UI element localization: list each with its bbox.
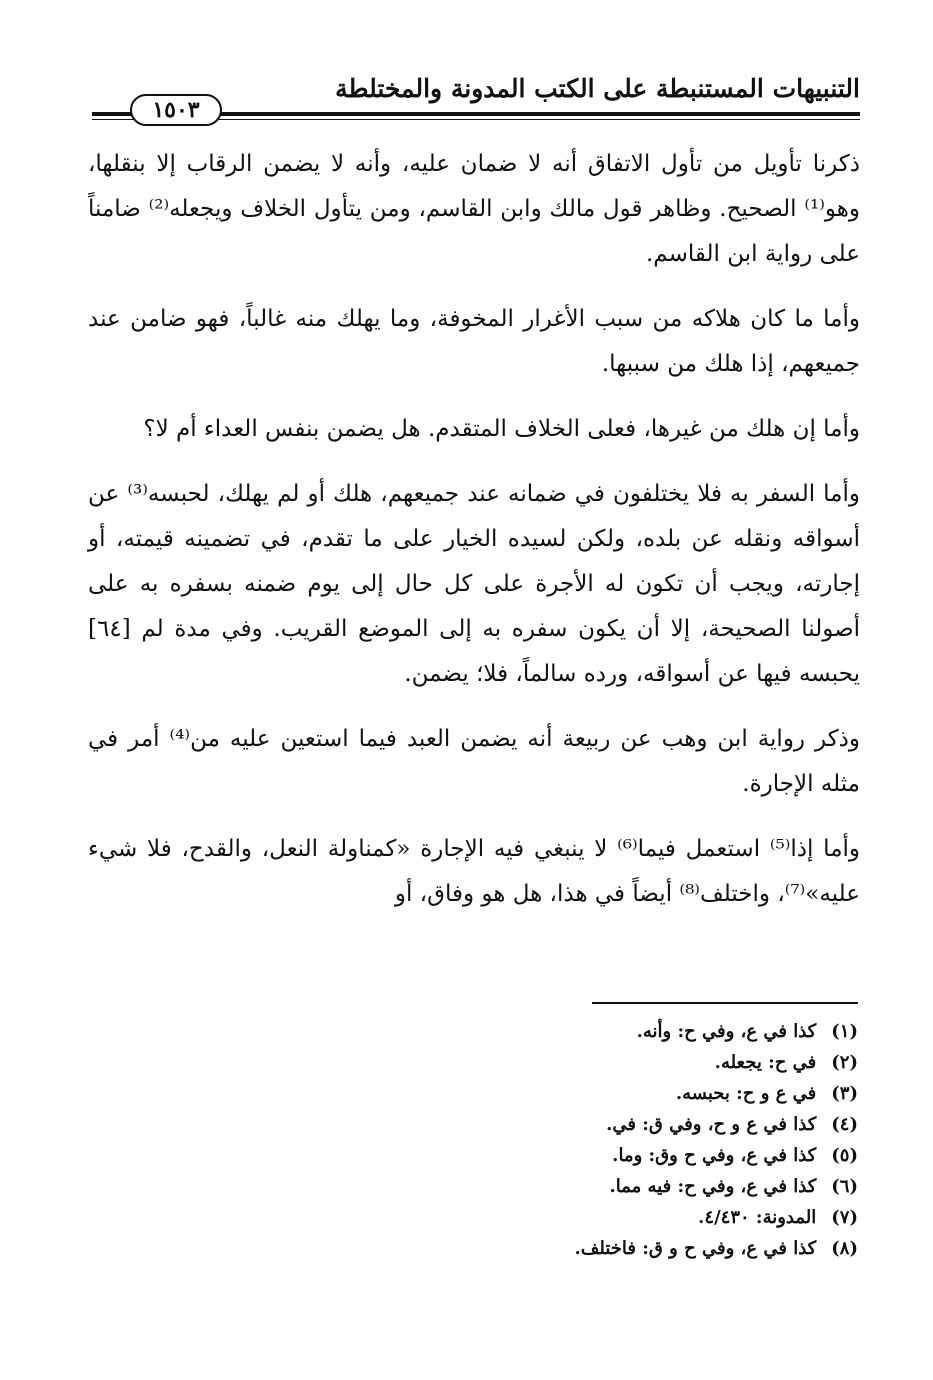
footnote-text: كذا في ع، وفي ح: وأنه. xyxy=(636,1021,817,1042)
footnote-text: كذا في ع، وفي ح و ق: فاختلف. xyxy=(574,1238,817,1259)
paragraph-6: وأما إذا⁽⁵⁾ استعمل فيما⁽⁶⁾ لا ينبغي فيه الإجارة «كمناولة النعل، والقدح، فلا شيء عليه»⁽⁷⁾، واختلف⁽⁸⁾ أيضاً في هذا، هل هو وفاق، أو xyxy=(88,836,861,907)
paragraph-4: وأما السفر به فلا يختلفون في ضمانه عند جميعهم، هلك أو لم يهلك، لحبسه⁽³⁾ عن أسواقه ونقله عن بلده، ولكن لسيده الخيار على ما تقدم، في تضمينه قيمته، أو إجارته، ويجب أن تكون له الأجرة على كل حال إلى يوم ضمنه بسفره به على أصولنا الصحيحة، إلا أن يكون سفره به إلى الموضع القريب. وفي مدة لم [٦٤] يحبسه فيها عن أسواقه، ورده سالماً، فلا؛ يضمن. xyxy=(88,481,860,687)
body-text xyxy=(88,142,860,937)
paragraph-5: وذكر رواية ابن وهب عن ربيعة أنه يضمن العبد فيما استعين عليه من⁽⁴⁾ أمر في مثله الإجارة. xyxy=(88,726,860,797)
paragraph-1: ذكرنا تأويل من تأول الاتفاق أنه لا ضمان عليه، وأنه لا يضمن الرقاب إلا بنقلها، وهو⁽¹⁾ الصحيح. وظاهر قول مالك وابن القاسم، ومن يتأول الخلاف ويجعله⁽²⁾ ضامناً على رواية ابن القاسم. xyxy=(88,151,860,267)
page-header xyxy=(92,68,860,128)
footnote-number: (٣) xyxy=(831,1083,858,1104)
running-title: التنبيهات المستنبطة على الكتب المدونة والمختلطة xyxy=(335,74,860,103)
footnote-4 xyxy=(400,1109,858,1140)
footnote-1 xyxy=(400,1016,858,1047)
footnote-text: كذا في ع و ح، وفي ق: في. xyxy=(606,1114,817,1135)
footnote-text: كذا في ع، وفي ح: فيه مما. xyxy=(609,1176,817,1197)
footnote-number: (٢) xyxy=(831,1052,858,1073)
footnote-number: (٧) xyxy=(831,1207,858,1228)
paragraph-2: وأما ما كان هلاكه من سبب الأغرار المخوفة، وما يهلك منه غالباً، فهو ضامن عند جميعهم، إذا هلك من سببها. xyxy=(88,306,860,377)
footnote-5 xyxy=(400,1140,858,1171)
footnote-8 xyxy=(400,1233,858,1264)
footnote-number: (٨) xyxy=(831,1238,858,1259)
footnote-text: في ح: يجعله. xyxy=(714,1052,817,1073)
footnote-number: (٤) xyxy=(831,1114,858,1135)
footnote-number: (٦) xyxy=(831,1176,858,1197)
footnote-text: المدونة: ٤/٤٣٠. xyxy=(698,1207,817,1228)
footnote-separator xyxy=(592,1002,858,1004)
paragraph-3: وأما إن هلك من غيرها، فعلى الخلاف المتقدم. هل يضمن بنفس العداء أم لا؟ xyxy=(143,416,860,442)
footnote-2 xyxy=(400,1047,858,1078)
page-number: ١٥٠٣ xyxy=(130,94,222,126)
footnote-number: (١) xyxy=(831,1021,858,1042)
footnote-text: في ع و ح: بحبسه. xyxy=(675,1083,817,1104)
footnote-3 xyxy=(400,1078,858,1109)
footnote-number: (٥) xyxy=(831,1145,858,1166)
footnote-6 xyxy=(400,1171,858,1202)
footnote-text: كذا في ع، وفي ح وق: وما. xyxy=(612,1145,817,1166)
footnotes xyxy=(400,1016,858,1264)
footnote-7 xyxy=(400,1202,858,1233)
